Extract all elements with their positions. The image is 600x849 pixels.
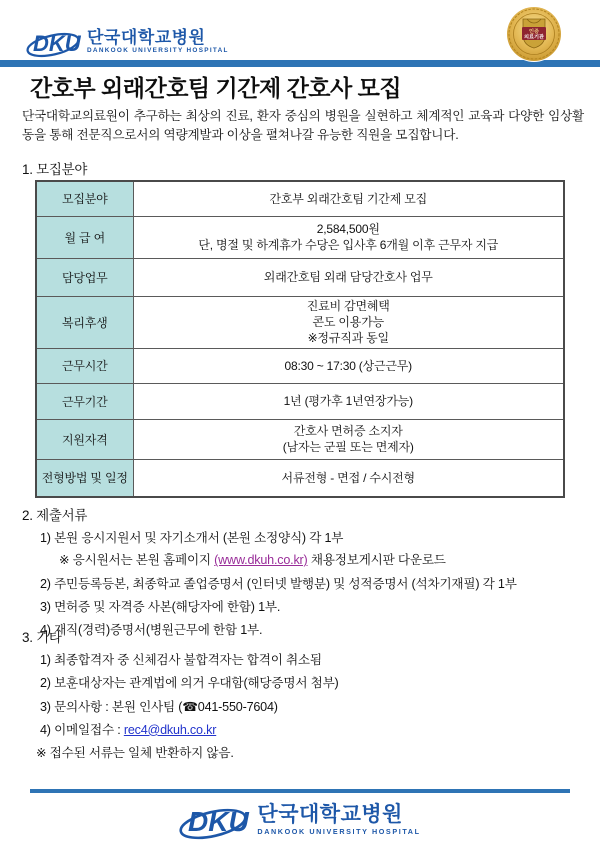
etc-no-return-note: ※ 접수된 서류는 일체 반환하지 않음. [36,746,234,760]
row-label: 근무시간 [36,348,133,383]
accreditation-badge-icon [505,5,563,63]
hospital-logo [26,25,229,59]
recruit-email-link[interactable]: rec4@dkuh.co.kr [123,722,217,737]
row-label: 복리후생 [36,296,133,348]
etc-item-1: 1) 최종합격자 중 신체검사 불합격자는 합격이 취소됨 [40,653,322,667]
table-row [36,258,564,296]
row-label: 전형방법 및 일정 [36,459,133,497]
section-heading-recruit: 1. 모집분야 [22,162,88,177]
page-title: 간호부 외래간호팀 기간제 간호사 모집 [30,75,402,101]
footer-hospital-logo [0,799,600,841]
row-value: 간호부 외래간호팀 기간제 모집 [133,181,564,216]
note-pre-text: ※ 응시원서는 본원 홈페이지 [59,553,215,568]
table-row [36,296,564,348]
documents-item-4: 4) 재직(경력)증명서(병원근무에 한함 1부. [40,623,263,637]
svg-text:DKU: DKU [188,806,250,837]
dku-logo-icon [179,799,253,841]
recruit-table [35,180,565,498]
row-label: 근무기간 [36,383,133,419]
documents-item-2: 2) 주민등록등본, 최종학교 졸업증명서 (인터넷 발행분) 및 성적증명서 (석차기재필) 각 1부 [40,576,517,591]
row-value: 간호사 면허증 소지자 (남자는 군필 또는 면제자) [133,419,564,459]
row-value: 외래간호팀 외래 담당간호사 업무 [133,258,564,296]
svg-text:DKU: DKU [33,31,81,56]
row-label: 담당업무 [36,258,133,296]
footer-divider-bar [30,789,570,793]
row-label: 모집분야 [36,181,133,216]
etc-item-3: 3) 문의사항 : 본원 인사팀 (☎041-550-7604) [40,699,278,714]
section-heading-documents: 2. 제출서류 [22,508,88,523]
row-label: 월 급 여 [36,216,133,258]
row-value: 1년 (평가후 1년연장가능) [133,383,564,419]
note-post-text: 채용정보게시판 다운로드 [307,553,446,568]
etc-item-4-email [22,721,588,739]
section-documents [22,504,588,639]
documents-homepage-note [22,551,588,569]
table-row [36,181,564,216]
dku-logo-icon [26,25,84,59]
row-value: 서류전형 - 면접 / 수시전형 [133,459,564,497]
svg-text:의료기관: 의료기관 [523,34,545,41]
hospital-website-link[interactable]: (www.dkuh.co.kr) [214,553,308,568]
footer-hospital-name-korean: 단국대학교병원 [257,803,403,827]
table-row [36,419,564,459]
email-label: 4) 이메일접수 : [40,722,124,737]
row-value: 08:30 ~ 17:30 (상근근무) [133,348,564,383]
svg-text:인증: 인증 [528,29,540,35]
table-row [36,459,564,497]
table-row [36,348,564,383]
row-value: 2,584,500원 단, 명절 및 하계휴가 수당은 입사후 6개월 이후 근무자 지급 [133,216,564,258]
hospital-name-english: DANKOOK UNIVERSITY HOSPITAL [87,47,229,55]
table-row [36,216,564,258]
documents-item-1: 1) 본원 응시지원서 및 자기소개서 (본원 소정양식) 각 1부 [40,531,344,545]
table-row [36,383,564,419]
hospital-name-block [87,29,229,54]
intro-paragraph: 단국대학교의료원이 추구하는 최상의 진료, 환자 중심의 병원을 실현하고 체계적인 교육과 다양한 임상활동을 통해 전문직으로서의 역량계발과 이상을 펼쳐나갈 유능한 직원을 모집합니다. [22,109,584,143]
row-label: 지원자격 [36,419,133,459]
footer-name-block [257,804,420,835]
hospital-name-korean: 단국대학교병원 [87,28,206,48]
row-value: 진료비 감면혜택 콘도 이용가능 ※정규직과 동일 [133,296,564,348]
footer-hospital-name-english: DANKOOK UNIVERSITY HOSPITAL [257,827,421,837]
documents-item-3: 3) 면허증 및 자격증 사본(해당자에 한함) 1부. [40,599,281,614]
section-etc [22,626,588,762]
section-heading-etc: 3. 기타 [22,630,62,645]
etc-item-2: 2) 보훈대상자는 관계법에 의거 우대함(해당증명서 첨부) [40,676,339,691]
